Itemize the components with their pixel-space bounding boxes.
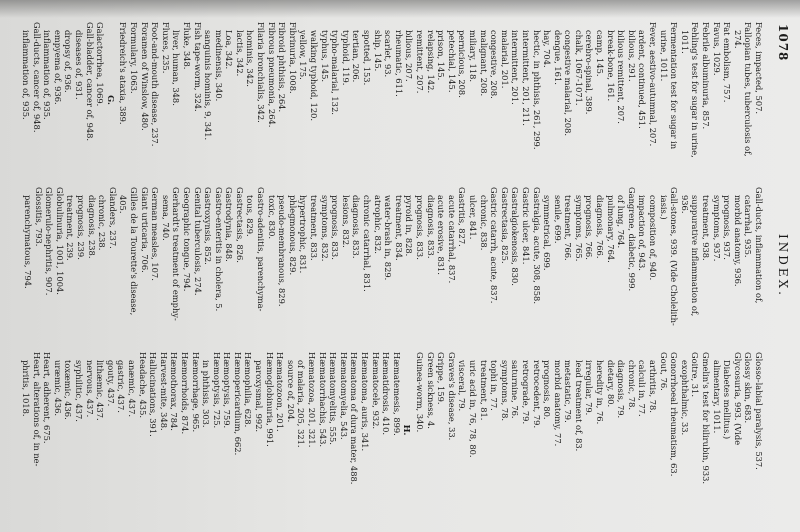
index-entry: Gastric catarrh, acute, 837. bbox=[489, 187, 500, 304]
index-entry: impaction of, 943. bbox=[637, 195, 648, 271]
index-entry: malarial, 201. bbox=[499, 30, 510, 89]
index-entry: walking typhoid, 120. bbox=[309, 30, 320, 122]
index-entry: hypertrophic, 831. bbox=[298, 195, 309, 274]
index-entry: Hæmatomyelitis, 555. bbox=[328, 352, 339, 445]
index-entry: Fibroid phthisis, 264. bbox=[277, 22, 288, 113]
index-entry: diseases of, 931. bbox=[74, 30, 84, 100]
index-entry: Gerhardt's treatment of emphy- bbox=[171, 187, 182, 321]
index-entry: Fibrous pneumonia, 264. bbox=[266, 22, 277, 128]
index-entry: Genital tuberculosis, 274. bbox=[192, 187, 203, 296]
index-entry: Glomerulo-nephritis, 907. bbox=[44, 187, 55, 296]
index-entry: inflammation of, 935. bbox=[21, 30, 32, 120]
index-entry: intermittent, 201. bbox=[510, 30, 521, 105]
index-entry: German measles, 107. bbox=[150, 187, 161, 281]
index-entry: sema, 740. bbox=[160, 195, 171, 241]
index-entry: Heart, adherent, 675. bbox=[42, 352, 53, 444]
index-entry: Fluke, 348. bbox=[181, 22, 192, 70]
index-entry: Glossy skin, 683. bbox=[743, 352, 754, 424]
index-entry: congestive malarial, 208. bbox=[563, 30, 574, 137]
index-entry: paroxysmal, 992. bbox=[254, 360, 265, 433]
index-entry: retrograde, 79. bbox=[520, 360, 531, 425]
index-entry: phritis, 1018. bbox=[21, 360, 32, 417]
index-entry: Filaria bronchialis, 342. bbox=[256, 22, 267, 123]
index-entry: anæmic, 437. bbox=[126, 360, 137, 418]
index-entry: of lung, 764. bbox=[616, 195, 627, 249]
index-entry: diagnosis, 766. bbox=[595, 195, 606, 259]
index-entry: Hæmatomyelia, 543. bbox=[338, 352, 349, 440]
index-entry: Fluxes, 235. bbox=[160, 22, 171, 74]
index-entry: Fehling's test for sugar in urine, bbox=[690, 22, 701, 158]
index-entry: calculi in, 77. bbox=[637, 360, 648, 417]
section-letter-heading: H. bbox=[402, 424, 413, 436]
index-entry: morbid anatomy, 77. bbox=[552, 360, 563, 447]
index-entry: ship, 145. bbox=[372, 30, 383, 72]
index-entry: pernicious, 208. bbox=[457, 30, 468, 98]
index-entry: chalk, 1067-1071. bbox=[573, 30, 584, 106]
index-entry: Gmelin's test for bilirubin, 933. bbox=[701, 352, 712, 485]
index-entry: Gastro-adenitis, parenchyma- bbox=[256, 187, 267, 312]
index-entry: diagnosis, 833. bbox=[425, 195, 436, 259]
index-entry: metastatic, 79. bbox=[563, 360, 574, 423]
index-entry: diagnosis, 79. bbox=[616, 360, 627, 419]
index-entry: Gall-ducts, inflammation of, bbox=[754, 187, 764, 304]
index-entry: exophthalmic, 33. bbox=[679, 360, 690, 436]
index-entry: nervous, 437. bbox=[84, 360, 95, 418]
index-entry: Foramen of Winslow, 480. bbox=[139, 22, 150, 131]
index-entry: treatment, 81. bbox=[478, 360, 489, 421]
index-entry: Hæmothorax, 784. bbox=[169, 352, 180, 431]
index-entry: treatment, 766. bbox=[563, 195, 574, 261]
index-entry: tophi in, 77. bbox=[489, 360, 500, 411]
index-entry: Fish tape-worm, 324. bbox=[192, 22, 203, 112]
index-entry: typho-malarial, 132. bbox=[330, 30, 341, 115]
index-entry: Gall-stones, 939. (Vide Cholelith- bbox=[669, 187, 680, 326]
index-entry: phlegmonous, 829. bbox=[287, 195, 298, 276]
index-entry: liver, human, 348. bbox=[171, 30, 182, 106]
index-entry: camp, 145. bbox=[595, 30, 606, 77]
index-entry: lesions, 832. bbox=[340, 195, 351, 248]
index-entry: saturnine, 76. bbox=[510, 360, 521, 419]
index-entry: bilious remittent, 207. bbox=[616, 30, 627, 124]
index-entry: symptoms, 937. bbox=[711, 195, 722, 262]
index-entry: Gastritis, 827. bbox=[457, 187, 468, 247]
index-entry: Hæmopericardium, 662. bbox=[232, 352, 243, 456]
index-entry: symmetrical, 699. bbox=[542, 195, 553, 271]
index-entry: Diabetes mellitus.) bbox=[722, 360, 733, 440]
index-entry: Gastric ulcer, 841. bbox=[520, 187, 531, 265]
index-entry: treatment, 833. bbox=[309, 195, 320, 261]
index-entry: Fermentation test for sugar in bbox=[669, 22, 680, 150]
index-entry: Hæmatozoa, 201, 321. bbox=[307, 352, 318, 448]
page-number: 1078 bbox=[776, 24, 790, 62]
index-entry: break-bone, 161. bbox=[605, 30, 616, 102]
index-entry: Galactorrhea, 1069. bbox=[95, 22, 106, 107]
index-entry: prognosis, 766. bbox=[584, 195, 595, 260]
index-entry: sanguinis hominis, 9, 341. bbox=[203, 30, 214, 141]
index-entry: chronic, 238. bbox=[97, 195, 108, 251]
index-entry: Hæmatoma of dura mater, 488. bbox=[349, 352, 360, 485]
index-entry: Gall-bladder, cancer of, 948. bbox=[84, 22, 95, 142]
index-entry: visceral, 79. bbox=[457, 360, 468, 412]
index-entry: ardent, continued, 451. bbox=[637, 30, 648, 129]
index-entry: dropsy of, 936. bbox=[63, 30, 74, 93]
index-entry: treatment, 834. bbox=[393, 195, 404, 261]
index-entry: ulcer, 841. bbox=[467, 195, 478, 240]
index-entry: uric acid in, 76, 78, 80. bbox=[467, 360, 478, 458]
index-entry: dengue, 161. bbox=[552, 30, 563, 85]
index-entry: 405. bbox=[118, 195, 129, 214]
index-entry: dietary, 80. bbox=[605, 360, 616, 408]
index-entry: Gonorrhoeal rheumatism, 63. bbox=[669, 352, 680, 477]
index-entry: lactis, 342. bbox=[234, 30, 245, 77]
index-entry: toxæmic, 436. bbox=[63, 360, 74, 420]
index-entry: toxic, 830. bbox=[266, 195, 277, 240]
index-entry: Glosso-labial paralysis, 537. bbox=[754, 352, 764, 470]
index-entry: inflammation of, 935. bbox=[42, 30, 53, 120]
index-entry: hay, 704. bbox=[542, 30, 553, 68]
index-entry: bilious, 291. bbox=[626, 30, 637, 82]
index-entry: Globulinuria, 1001, 1004. bbox=[54, 187, 65, 295]
index-entry: retrocedent, 79. bbox=[531, 360, 542, 429]
index-entry: Giant urticaria, 706. bbox=[139, 187, 150, 273]
index-entry: gouty, 437. bbox=[105, 360, 116, 407]
index-entry: iasis.) bbox=[658, 195, 669, 220]
index-entry: prison, 145. bbox=[436, 30, 447, 81]
index-entry: hominis, 342. bbox=[245, 30, 256, 87]
index-entry: Harvest-mite, 348. bbox=[158, 352, 169, 431]
index-entry: acute catarrhal, 837. bbox=[446, 195, 457, 284]
index-entry: congestive, 208. bbox=[489, 30, 500, 99]
index-entry: Heart, alterations of, in ne- bbox=[31, 352, 42, 467]
index-entry: symptoms, 78. bbox=[499, 360, 510, 422]
index-entry: Gastrectasis, 826. bbox=[234, 187, 245, 263]
index-entry: pulmonary, 764. bbox=[605, 195, 616, 263]
index-entry: scarlet, 93. bbox=[383, 30, 394, 78]
index-entry: diagnosis, 238. bbox=[86, 195, 97, 259]
index-entry: tertian, 206. bbox=[351, 30, 362, 83]
index-entry: Loa, 342. bbox=[224, 30, 235, 70]
index-entry: Fever, aestivo-autumnal, 207. bbox=[648, 22, 659, 147]
index-entry: parenchymatous, 794. bbox=[23, 195, 34, 289]
index-entry: symptoms, 765. bbox=[573, 195, 584, 262]
index-entry: Hæmatidrosis, 410. bbox=[381, 352, 392, 436]
page-title: INDEX. bbox=[776, 234, 790, 298]
index-entry: prognosis, 239. bbox=[76, 195, 86, 260]
index-entry: atrophic, 832. bbox=[372, 195, 383, 254]
index-entry: lithæmic, 437. bbox=[95, 360, 106, 421]
index-entry: Gout, 76. bbox=[658, 352, 669, 391]
index-entry: relapsing, 142. bbox=[425, 30, 436, 94]
index-entry: petechial, 145. bbox=[446, 30, 457, 93]
index-entry: Hæmorrhage, 965. bbox=[190, 352, 201, 433]
index-entry: Formulary, 1063. bbox=[128, 22, 139, 94]
index-entry: intermittent, 201, 211. bbox=[520, 30, 531, 126]
index-entry: Hæmatozoon, 201. bbox=[275, 352, 286, 432]
index-entry: Fibrinuria, 1008. bbox=[287, 22, 298, 94]
index-entry: alimentary, 1011. bbox=[711, 360, 722, 434]
index-entry: Hæmatemesis, 899. bbox=[391, 352, 402, 436]
index-column-2 bbox=[22, 187, 764, 343]
index-entry: Gall-ducts, cancer of, 948. bbox=[31, 22, 42, 133]
index-entry: hectic, in phthisis, 261, 299. bbox=[531, 30, 542, 150]
index-entry: Friedreich's ataxia, 389. bbox=[118, 22, 129, 125]
index-column-3 bbox=[20, 352, 764, 508]
index-entry: Glycosuria, 993. (Vide bbox=[732, 352, 743, 446]
index-entry: Gastralgia, acute, 308, 858. bbox=[531, 187, 542, 304]
index-entry: Gastroxynsis, 852. bbox=[203, 187, 214, 265]
index-entry: Fat embolism, 757. bbox=[722, 22, 733, 103]
index-entry: Glanders, 237. bbox=[107, 187, 118, 249]
index-entry: Gilles de la Tourette's disease, bbox=[128, 187, 139, 316]
index-entry: Grippe, 159. bbox=[436, 352, 447, 405]
index-entry: Gastro-enteritis in cholera, 5. bbox=[213, 187, 224, 312]
index-entry: in phthisis, 303. bbox=[201, 360, 212, 428]
index-entry: morbid anatomy, 936. bbox=[732, 195, 743, 287]
index-entry: gastric, 437. bbox=[116, 360, 127, 413]
index-entry: Foot-and-mouth disease, 237. bbox=[150, 22, 161, 147]
index-entry: Hæmoglobinuria, 991. bbox=[264, 352, 275, 447]
index-entry: spotted, 153. bbox=[362, 30, 373, 86]
index-entry: Goitre, 31. bbox=[690, 352, 701, 397]
index-entry: Green sickness, 4. bbox=[425, 352, 436, 429]
index-entry: urine, 1011. bbox=[658, 30, 669, 82]
index-entry: Hæmoptysis, 759. bbox=[222, 352, 233, 429]
index-entry: malignant, 208. bbox=[478, 30, 489, 97]
index-entry: symptoms, 832. bbox=[319, 195, 330, 262]
index-entry: bilious, 207. bbox=[404, 30, 415, 82]
index-entry: Headache, 435. bbox=[137, 352, 148, 418]
index-entry: of malaria, 205, 321. bbox=[296, 360, 307, 448]
index-entry: acute erosive, 831. bbox=[436, 195, 447, 275]
index-entry: composition of, 940. bbox=[648, 195, 659, 281]
index-entry: Gastrectasia, 825. bbox=[499, 187, 510, 264]
index-entry: water-brash in, 829. bbox=[383, 195, 394, 281]
index-entry: Hæmophilia, 628. bbox=[243, 352, 254, 428]
index-entry: diagnosis, 833. bbox=[351, 195, 362, 259]
index-entry: suppurative inflammation of, bbox=[690, 195, 701, 317]
index-entry: chronic, 78. bbox=[626, 360, 637, 411]
index-entry: pyroid in, 828. bbox=[404, 195, 415, 257]
index-entry: medinensis, 340. bbox=[213, 30, 224, 102]
index-entry: chronic catarrhal, 831. bbox=[362, 195, 373, 292]
index-entry: remittent, 207. bbox=[415, 30, 425, 94]
index-entry: prognosis, 80. bbox=[542, 360, 553, 420]
index-entry: rheumatic, 611. bbox=[393, 30, 404, 97]
index-entry: source of, 204. bbox=[285, 360, 296, 423]
index-entry: heredity in, 76. bbox=[595, 360, 606, 425]
index-entry: arthritis, 78. bbox=[648, 360, 659, 413]
index-entry: cerebro-spinal, 389. bbox=[584, 30, 595, 115]
index-entry: Geographic tongue, 794. bbox=[181, 187, 192, 292]
index-entry: Favus, 1029. bbox=[711, 22, 722, 76]
index-entry: 274. bbox=[732, 30, 743, 49]
index-entry: 1011. bbox=[679, 30, 690, 54]
index-entry: Gastrodynia, 848. bbox=[224, 187, 235, 262]
index-entry: chronic, 838. bbox=[478, 195, 489, 251]
index-column-1 bbox=[20, 22, 764, 178]
index-entry: lead treatment of, 83. bbox=[573, 360, 584, 452]
index-entry: Hæmatorrhachis, 543. bbox=[317, 352, 328, 448]
index-entry: Hæmatoma, auris, 341. bbox=[360, 352, 371, 452]
index-entry: Hæmoptysis, 725. bbox=[211, 352, 222, 429]
index-entry: 936. bbox=[679, 195, 690, 214]
index-entry: Hæmorrhoids, 874. bbox=[179, 352, 190, 435]
section-letter-heading: G. bbox=[105, 95, 116, 105]
index-entry: miliary, 118. bbox=[467, 30, 478, 83]
index-entry: catarrhal, 935. bbox=[743, 195, 754, 258]
index-entry: pseudo-membranous, 829. bbox=[277, 195, 288, 307]
index-entry: typhus, 145. bbox=[319, 30, 330, 83]
index-entry: Febrile albuminuria, 857. bbox=[701, 22, 712, 130]
index-entry: typhoid, 119. bbox=[340, 30, 351, 86]
index-entry: Fallopian tubes, tuberculosis of, bbox=[743, 22, 754, 157]
index-entry: Gastralgiokenosis, 830. bbox=[510, 187, 521, 286]
index-entry: Guinea-worm, 340. bbox=[415, 352, 425, 433]
index-entry: prognosis, 833. bbox=[415, 195, 425, 260]
page-header bbox=[772, 24, 790, 508]
index-entry: empyema of, 936. bbox=[52, 30, 63, 105]
index-entry: prognosis, 833. bbox=[330, 195, 341, 260]
index-entry: Graves's disease, 33. bbox=[446, 352, 457, 441]
index-entry: Feces, impacted, 507. bbox=[754, 22, 764, 115]
index-entry: prognosis, 937. bbox=[722, 195, 733, 260]
index-entry: tous, 829. bbox=[245, 195, 256, 237]
index-entry: senile, 699. bbox=[552, 195, 563, 244]
index-entry: Gangrene, diabetic, 999. bbox=[626, 187, 637, 292]
index-entry: treatment, 938. bbox=[701, 195, 712, 261]
index-entry: Hæmatocele, 932. bbox=[370, 352, 381, 430]
index-entry: yellow, 175. bbox=[298, 30, 309, 80]
index-entry: Glossitis, 793. bbox=[33, 187, 44, 247]
index-entry: Hallucinations, 391. bbox=[148, 352, 159, 437]
index-entry: syphilitic, 437. bbox=[74, 360, 84, 422]
index-entry: irregular, 79. bbox=[584, 360, 595, 416]
index-entry: uræmic, 436. bbox=[52, 360, 63, 417]
index-entry: treatment, 239. bbox=[65, 195, 76, 261]
